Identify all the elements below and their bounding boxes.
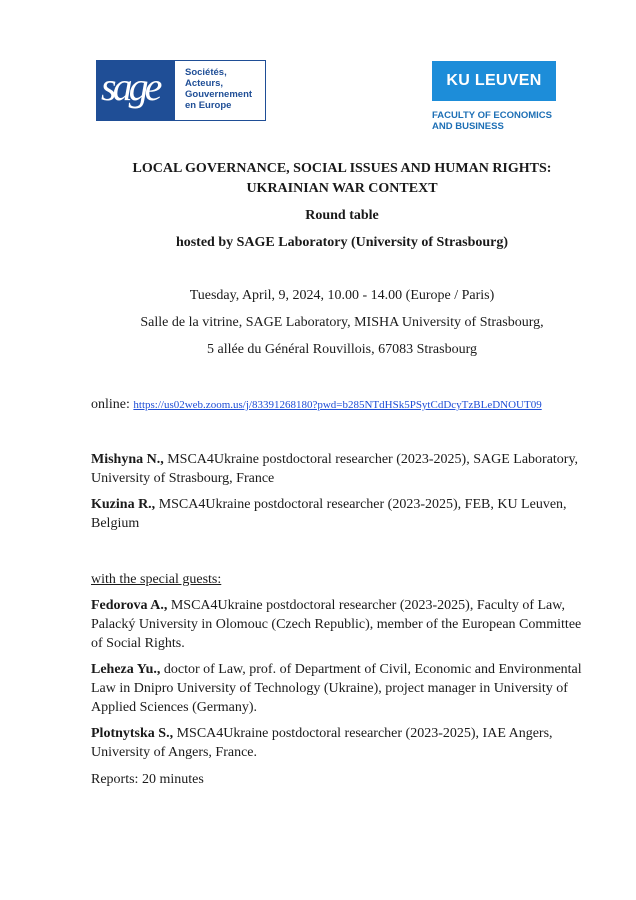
- guest-description: MSCA4Ukraine postdoctoral researcher (2023-2025), Faculty of Law, Palacký University in Olomouc (Czech Republic), member of the European Committee of Social Rights.: [91, 598, 582, 651]
- organizer-entry: [91, 495, 591, 533]
- document-title: LOCAL GOVERNANCE, SOCIAL ISSUES AND HUMAN RIGHTS: UKRAINIAN WAR CONTEXT: [132, 161, 552, 196]
- guest-name: Plotnytska S.,: [91, 726, 174, 741]
- sage-logo-text: Sociétés, Acteurs, Gouvernement en Europe: [185, 67, 253, 111]
- organizer-description: MSCA4Ukraine postdoctoral researcher (2023-2025), FEB, KU Leuven, Belgium: [91, 497, 567, 531]
- guest-entry: [91, 724, 591, 762]
- organizer-description: MSCA4Ukraine postdoctoral researcher (2023-2025), SAGE Laboratory, University of Strasbourg, France: [91, 452, 579, 486]
- online-label: online:: [91, 397, 130, 412]
- guest-description: MSCA4Ukraine postdoctoral researcher (2023-2025), IAE Angers, University of Angers, France.: [91, 726, 553, 760]
- sage-logo: [96, 60, 266, 121]
- event-address: 5 allée du Général Rouvillois, 67083 Strasbourg: [207, 342, 477, 357]
- event-type: Round table: [305, 208, 379, 223]
- guests-label: with the special guests:: [91, 572, 222, 587]
- organizer-name: Kuzina R.,: [91, 497, 156, 512]
- sage-logo-mark: sage: [97, 61, 175, 120]
- reports-note: Reports: 20 minutes: [91, 772, 204, 787]
- event-venue: Salle de la vitrine, SAGE Laboratory, MISHA University of Strasbourg,: [140, 315, 544, 330]
- guest-name: Leheza Yu.,: [91, 662, 161, 677]
- ku-leuven-wordmark: KU LEUVEN: [432, 61, 556, 101]
- organizer-entry: [91, 450, 591, 488]
- organizer-name: Mishyna N.,: [91, 452, 164, 467]
- online-line: [91, 397, 542, 413]
- event-host: hosted by SAGE Laboratory (University of Strasbourg): [175, 235, 509, 250]
- guest-description: doctor of Law, prof. of Department of Civil, Economic and Environmental Law in Dnipro University of Technology (Ukraine), project manager in University of Applied Sciences (Germany).: [91, 662, 582, 715]
- guest-entry: [91, 596, 591, 653]
- guest-entry: [91, 660, 591, 717]
- zoom-link[interactable]: https://us02web.zoom.us/j/83391268180?pwd=b285NTdHSk5PSytCdDcyTzBLeDNOUT09: [133, 399, 542, 411]
- faculty-name: FACULTY OF ECONOMICS AND BUSINESS: [432, 110, 552, 132]
- ku-leuven-logo: [432, 61, 592, 132]
- guest-name: Fedorova A.,: [91, 598, 168, 613]
- event-datetime: Tuesday, April, 9, 2024, 10.00 - 14.00 (Europe / Paris): [189, 288, 495, 303]
